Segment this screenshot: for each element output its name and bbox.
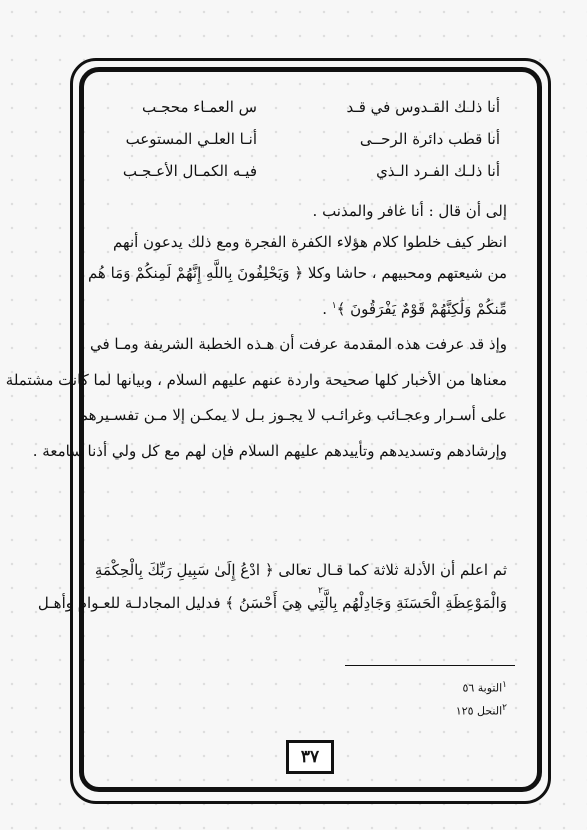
text-line-5: وإذ قد عرفت هذه المقدمة عرفت أن هـذه الخطبة الشريفة ومـا في <box>89 335 507 353</box>
text-line-3: من شيعتهم ومحبيهم ، حاشا وكلا ﴿ وَيَحْلِفُونَ بِاللَّهِ إِنَّهُمْ لَمِنكُمْ وَمَا هُم <box>87 264 507 282</box>
poem-line-3-right: أنا ذلـك الفـرد الـذي <box>376 162 500 180</box>
footnote-mark-1: ١ <box>331 301 337 311</box>
text-line-6: معناها من الأخبار كلها صحيحة واردة عنهم عليهم السلام ، وبيانها لما كانت مشتملة <box>5 371 507 389</box>
text-line-9: ثم اعلم أن الأدلة ثلاثة كما قـال تعالى ﴿ ادْعُ إِلَىٰ سَبِيلِ رَبِّكَ بِالْحِكْمَةِ <box>94 561 507 579</box>
quran-verse-end: مِّنكُمْ وَلَٰكِنَّهُمْ قَوْمٌ يَفْرَقُونَ ﴾ <box>336 300 507 318</box>
text-line-2: انظر كيف خلطوا كلام هؤلاء الكفرة الفجرة ومع ذلك يدعون أنهم <box>113 233 507 251</box>
text-line-4: مِّنكُمْ وَلَٰكِنَّهُمْ قَوْمٌ يَفْرَقُونَ ﴾$^١$ . <box>322 300 507 318</box>
page-number: ٣٧ <box>300 747 320 767</box>
text-line-1: إلى أن قال : أنا غافر والمذنب . <box>312 202 507 220</box>
poem-line-2-left: أنـا العلـي المستوعب <box>125 130 257 148</box>
poem-line-3-left: فيـه الكمـال الأعـجـب <box>122 162 257 180</box>
page-number-box <box>286 740 334 774</box>
text-line-7: على أسـرار وعجـائب وغرائـب لا يجـوز بـل لا يمكـن إلا مـن تفسـيرهم <box>78 406 507 424</box>
poem-line-1-right: أنا ذلـك القـدوس في قـد <box>346 98 500 116</box>
poem-line-2-right: أنا قطب دائرة الرحــى <box>359 130 500 148</box>
footnote-mark-2: ٢ <box>318 586 323 596</box>
quran-verse-2: وَالْمَوْعِظَةِ الْحَسَنَةِ وَجَادِلْهُم بِالَّتِي هِيَ أَحْسَنُ ﴾ فدليل المجادلـة للعـوام وأهـل <box>37 594 507 612</box>
footnote-1: $^١$التوبة ٥٦ <box>462 680 507 695</box>
text-line-10 <box>37 588 507 619</box>
text-line-8: وإرشادهم وتسديدهم وتأييدهم عليهم السلام فإن لهم مع كل ولي أذنا سامعة . <box>32 442 507 460</box>
footnote-2: $^٢$النحل ١٢٥ <box>455 703 507 718</box>
footnote-separator <box>345 665 515 666</box>
poem-line-1-left: س العمـاء محجـب <box>141 98 257 116</box>
